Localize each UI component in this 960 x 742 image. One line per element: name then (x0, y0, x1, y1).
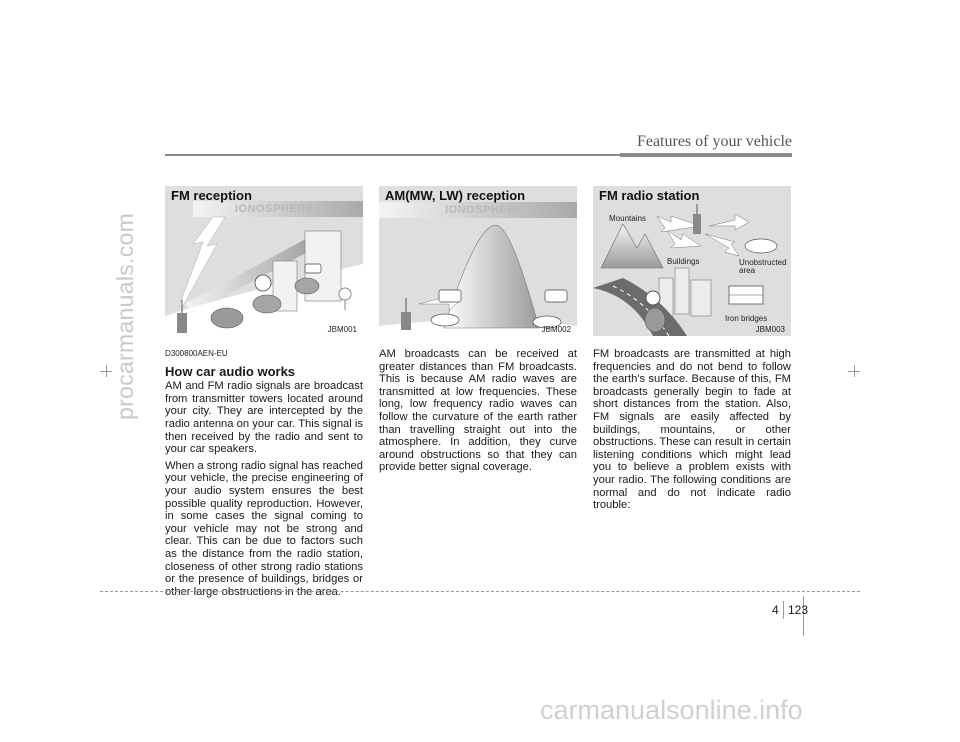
fm-station-title: FM radio station (599, 188, 700, 203)
ionosphere-label: IONOSPHERE (235, 203, 314, 215)
figure-code: JBM001 (327, 325, 357, 334)
section-heading: How car audio works (165, 363, 296, 379)
header-rule-accent (620, 153, 792, 157)
area-label: area (739, 266, 756, 275)
section-title: Features of your vehicle (636, 133, 792, 150)
column-left (165, 348, 363, 602)
page-number-separator (783, 601, 784, 619)
chapter-number: 4 (772, 603, 779, 617)
page-number: 123 (788, 603, 809, 617)
unobstructed-label: Unobstructed (739, 258, 787, 267)
paragraph: When a strong radio signal has reached your vehicle, the precise engineering of your audio system ensures the best possible quality reproduction. However, in some cases the signal coming to your vehicle may not be strong and clear. This can be due to factors such as the distance from the radio station, closeness of other strong radio stations or the presence of buildings, bridges or other large obstructions in the area. (165, 459, 363, 598)
paragraph: AM and FM radio signals are broadcast from transmitter towers located around your city. They are intercepted by the radio antenna on your car. This signal is then received by the radio and sent to your car speakers. (165, 380, 363, 456)
ionosphere-label: IONOSPHERE (445, 204, 524, 216)
fm-station-figure (593, 186, 791, 336)
column-middle (379, 348, 577, 478)
fm-reception-figure (165, 186, 363, 336)
figure-code: JBM002 (541, 325, 571, 334)
buildings-label: Buildings (667, 257, 700, 266)
mountains-label: Mountains (609, 214, 646, 223)
paragraph: FM broadcasts are transmitted at high frequencies and do not bend to follow the earth's surface. Because of this, FM broadcasts generally begin to fade at short distances from the station. Also, FM signals are easily affected by buildings, mountains, or other obstructions. These can result in certain listening conditions which might lead you to believe a problem exists with your radio. The following conditions are normal and do not indicate radio trouble: (593, 348, 791, 512)
fm-reception-title: FM reception (171, 188, 252, 203)
am-reception-figure (379, 186, 577, 336)
footer-dashed-rule (100, 591, 860, 592)
crop-mark-left-v (106, 365, 107, 377)
side-watermark: procarmanuals.com (112, 212, 138, 420)
paragraph: AM broadcasts can be received at greater distances than FM broadcasts. This is because AM radio waves are transmitted at low frequencies. These long, low frequency radio waves can follow the curvature of the earth rather than travelling straight out into the atmosphere. In addition, they curve around obstructions so that they can provide better signal coverage. (379, 348, 577, 474)
doc-code: D300800AEN-EU (165, 349, 228, 358)
column-right (593, 348, 791, 516)
iron-bridges-label: Iron bridges (725, 314, 768, 323)
am-reception-title: AM(MW, LW) reception (385, 188, 526, 203)
bottom-watermark: carmanualsonline.info (540, 695, 803, 725)
crop-mark-right-v (854, 365, 855, 377)
figure-code: JBM003 (755, 325, 785, 334)
